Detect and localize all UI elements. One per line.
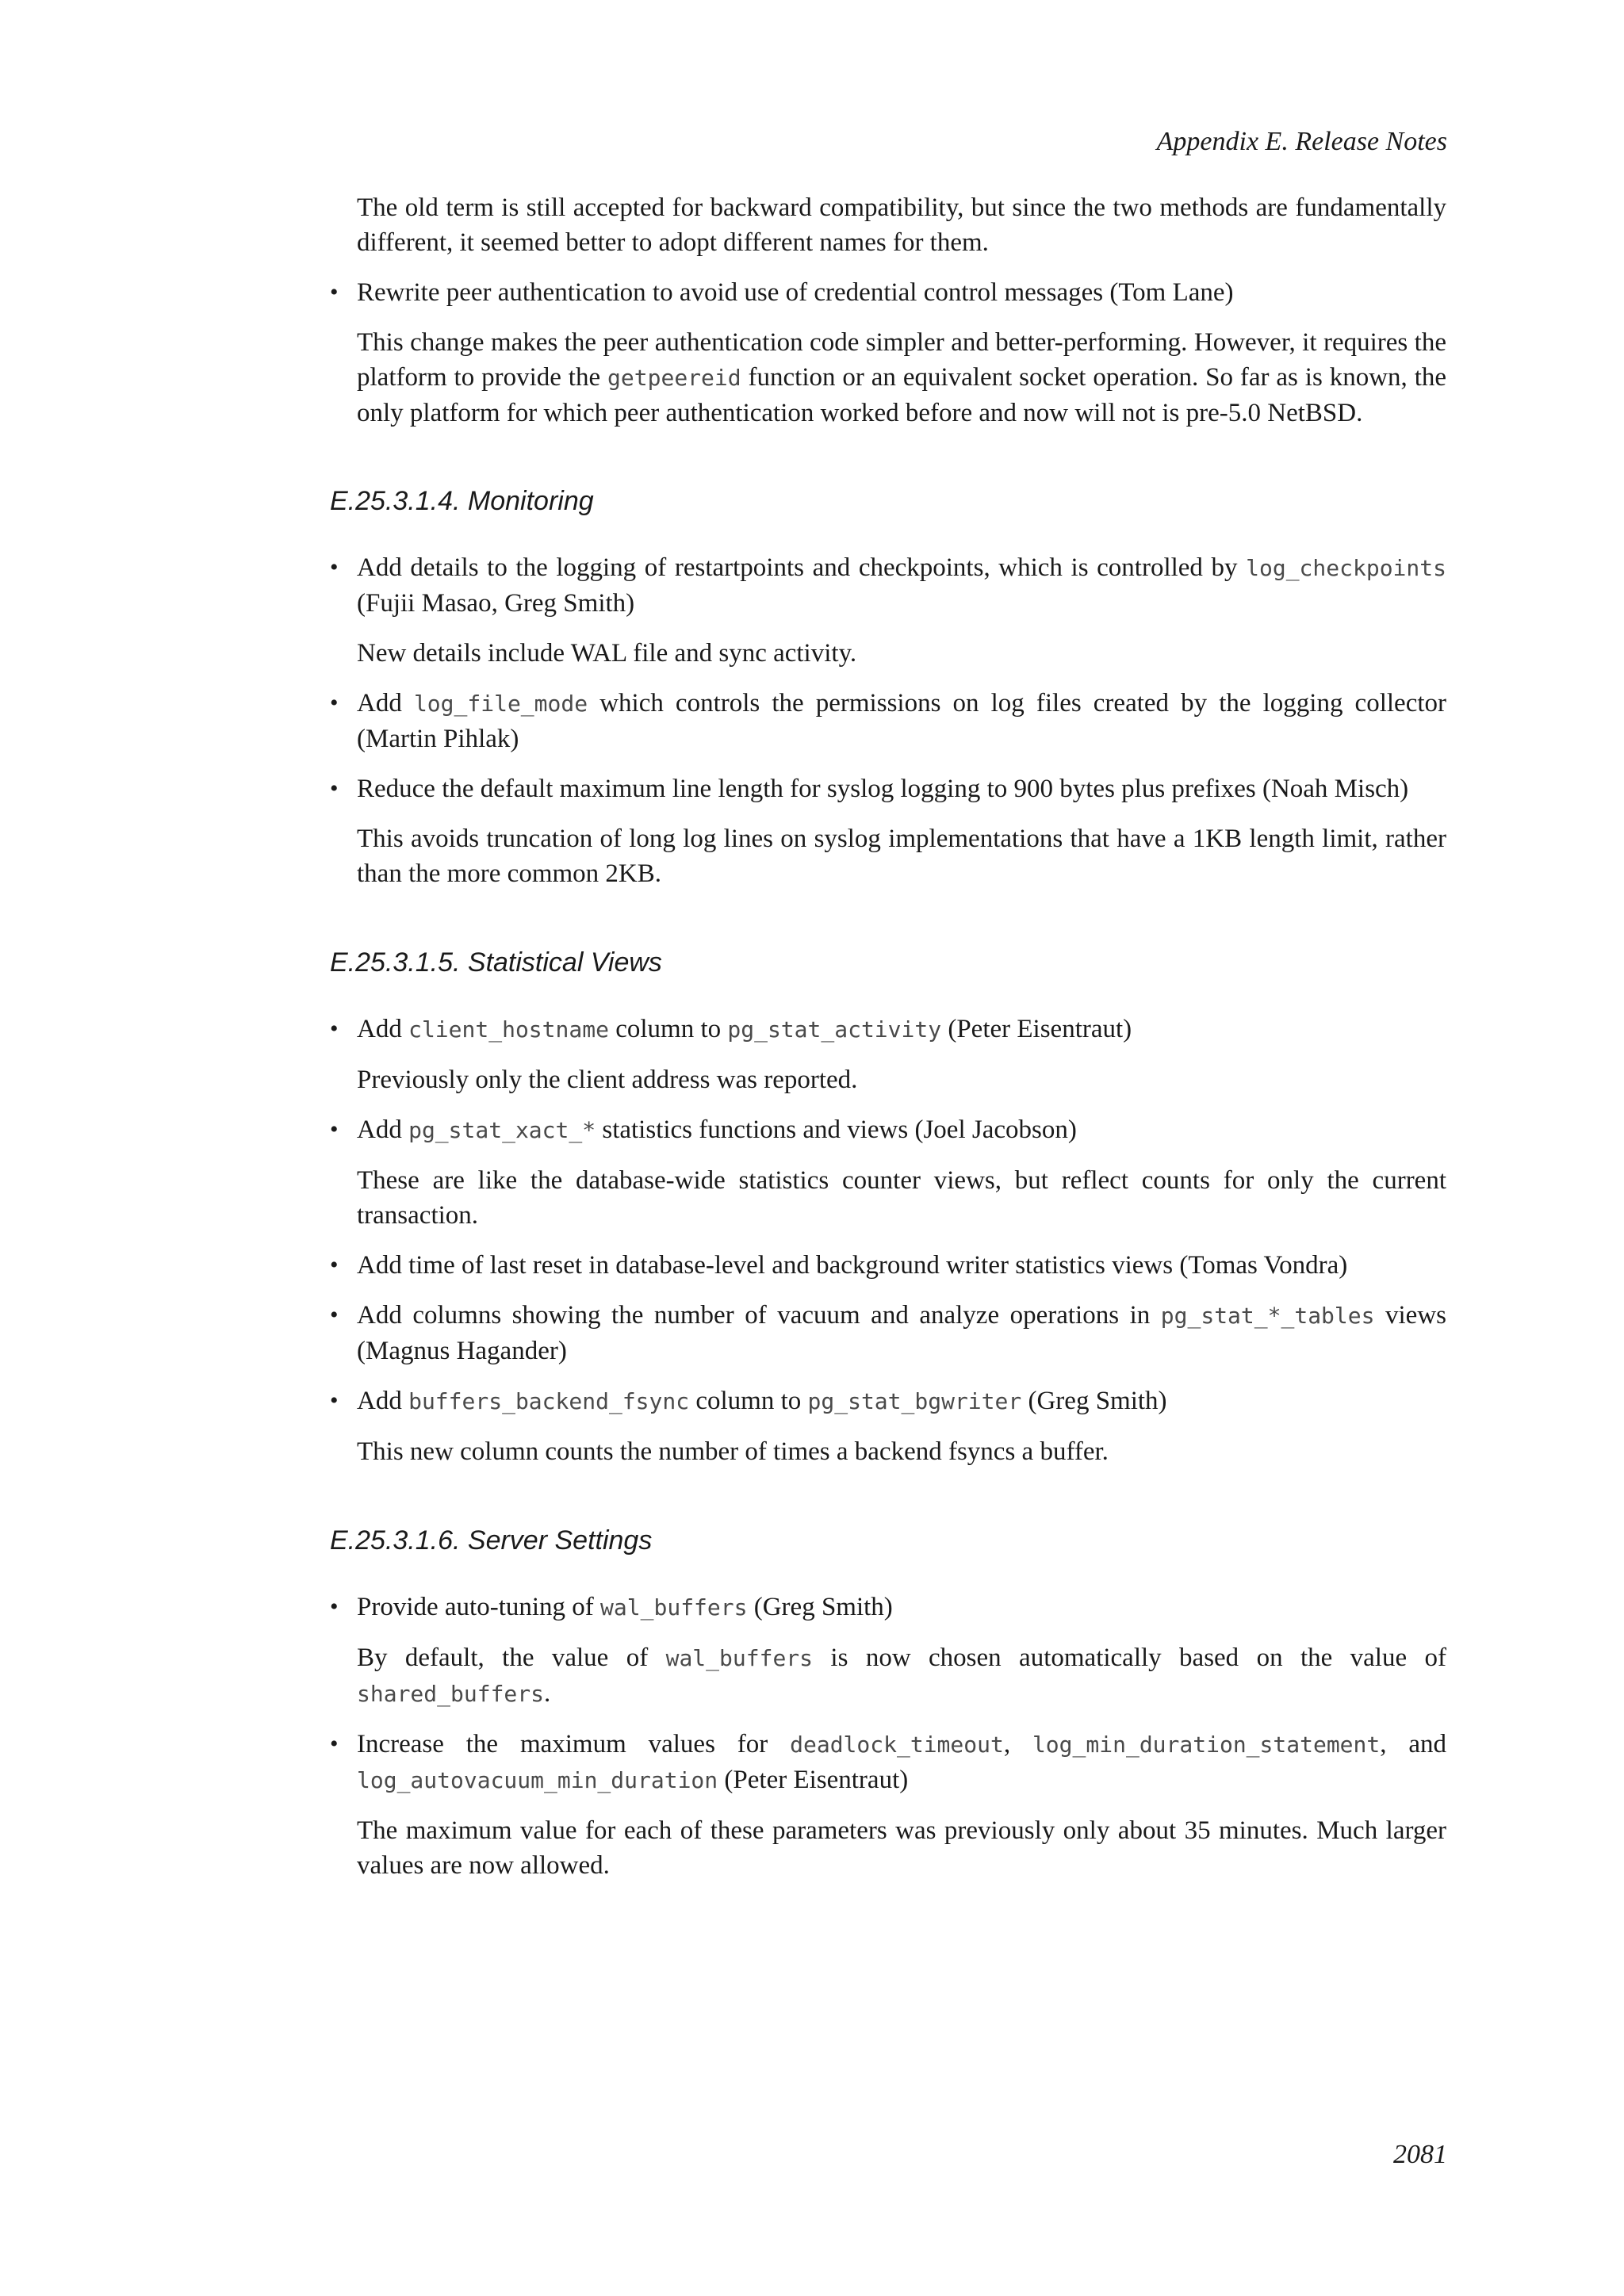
bullet-text: Add time of last reset in database-level and background writer statistics views (Tomas Vondra) xyxy=(357,1251,1348,1280)
bullet-text: Add buffers_backend_fsync column to pg_stat_bgwriter (Greg Smith) xyxy=(357,1387,1167,1415)
list-item xyxy=(330,686,1446,756)
detail-paragraph: The maximum value for each of these parameters was previously only about 35 minutes. Much larger values are now allowed. xyxy=(357,1816,1446,1880)
detail-paragraph: New details include WAL file and sync activity. xyxy=(357,639,857,668)
inline-code: pg_stat_activity xyxy=(727,1016,942,1043)
detail-paragraph: By default, the value of wal_buffers is now chosen automatically based on the value of shared_buffers. xyxy=(357,1644,1446,1708)
running-header: Appendix E. Release Notes xyxy=(1156,127,1447,156)
bullet-icon: • xyxy=(330,1252,339,1278)
page-body xyxy=(330,190,1446,1898)
list-item xyxy=(330,1298,1446,1368)
inline-code: log_min_duration_statement xyxy=(1032,1732,1381,1758)
inline-code: pg_stat_xact_* xyxy=(408,1117,596,1143)
detail-paragraph: This avoids truncation of long log lines on syslog implementations that have a 1KB length limit, rather than the more common 2KB. xyxy=(357,825,1446,888)
inline-code: log_file_mode xyxy=(413,691,588,717)
list-item xyxy=(330,550,1446,621)
bullet-icon: • xyxy=(330,690,339,716)
list-item xyxy=(330,275,1446,310)
bullet-text: Add columns showing the number of vacuum and analyze operations in pg_stat_*_tables views (Magnus Hagander) xyxy=(357,1301,1446,1365)
bullet-text: Provide auto-tuning of wal_buffers (Greg Smith) xyxy=(357,1593,893,1621)
list-item xyxy=(330,1112,1446,1148)
inline-code: buffers_backend_fsync xyxy=(408,1388,690,1414)
list-item xyxy=(330,1383,1446,1419)
bullet-icon: • xyxy=(330,1731,339,1757)
bullet-text: Add details to the logging of restartpoints and checkpoints, which is controlled by log_checkpoints (Fujii Masao, Greg Smith) xyxy=(357,553,1446,618)
inline-code: deadlock_timeout xyxy=(790,1732,1004,1758)
list-item xyxy=(330,1012,1446,1047)
bullet-icon: • xyxy=(330,775,339,802)
detail-paragraph: This new column counts the number of times a backend fsyncs a buffer. xyxy=(357,1437,1109,1466)
inline-code: client_hostname xyxy=(408,1016,609,1043)
page-number: 2081 xyxy=(1393,2140,1447,2169)
list-item xyxy=(330,1727,1446,1798)
detail-paragraph: This change makes the peer authentication code simpler and better-performing. However, it requires the platform to provide the getpeereid function or an equivalent socket operation. So far as is known, the only platform for which peer authentication worked before and now will not is pre-5.0 NetBSD. xyxy=(357,328,1447,427)
bullet-text: Reduce the default maximum line length for syslog logging to 900 bytes plus prefixes (Noah Misch) xyxy=(357,775,1409,803)
section-heading-monitoring: E.25.3.1.4. Monitoring xyxy=(330,486,594,516)
inline-code: log_autovacuum_min_duration xyxy=(357,1767,718,1793)
bullet-icon: • xyxy=(330,1387,339,1414)
list-item xyxy=(330,771,1446,806)
inline-code: wal_buffers xyxy=(600,1594,748,1621)
bullet-icon: • xyxy=(330,1302,339,1328)
inline-code: pg_stat_bgwriter xyxy=(807,1388,1022,1414)
inline-code: shared_buffers xyxy=(357,1681,545,1707)
bullet-text: Increase the maximum values for deadlock_timeout, log_min_duration_statement, and log_autovacuum_min_duration (Peter Eisentraut) xyxy=(357,1730,1447,1794)
inline-code: wal_buffers xyxy=(665,1645,814,1671)
inline-code: getpeereid xyxy=(607,365,741,391)
bullet-icon: • xyxy=(330,1116,339,1142)
detail-paragraph: Previously only the client address was reported. xyxy=(357,1066,858,1094)
section-heading-server-settings: E.25.3.1.6. Server Settings xyxy=(330,1525,653,1556)
inline-code: pg_stat_*_tables xyxy=(1160,1303,1375,1329)
list-item xyxy=(330,1248,1446,1283)
section-heading-statistical-views: E.25.3.1.5. Statistical Views xyxy=(330,947,662,978)
bullet-icon: • xyxy=(330,554,339,580)
bullet-text: Add client_hostname column to pg_stat_activity (Peter Eisentraut) xyxy=(357,1015,1132,1043)
inline-code: log_checkpoints xyxy=(1246,555,1446,581)
intro-paragraph: The old term is still accepted for backward compatibility, but since the two methods are fundamentally different, it seemed better to adopt different names for them. xyxy=(357,193,1446,257)
bullet-icon: • xyxy=(330,1016,339,1042)
bullet-text: Add pg_stat_xact_* statistics functions and views (Joel Jacobson) xyxy=(357,1115,1077,1144)
bullet-icon: • xyxy=(330,279,339,305)
bullet-text: Rewrite peer authentication to avoid use of credential control messages (Tom Lane) xyxy=(357,278,1234,307)
bullet-text: Add log_file_mode which controls the permissions on log files created by the logging collector (Martin Pihlak) xyxy=(357,689,1446,753)
detail-paragraph: These are like the database-wide statistics counter views, but reflect counts for only the current transaction. xyxy=(357,1166,1446,1230)
bullet-icon: • xyxy=(330,1594,339,1620)
list-item xyxy=(330,1590,1446,1625)
